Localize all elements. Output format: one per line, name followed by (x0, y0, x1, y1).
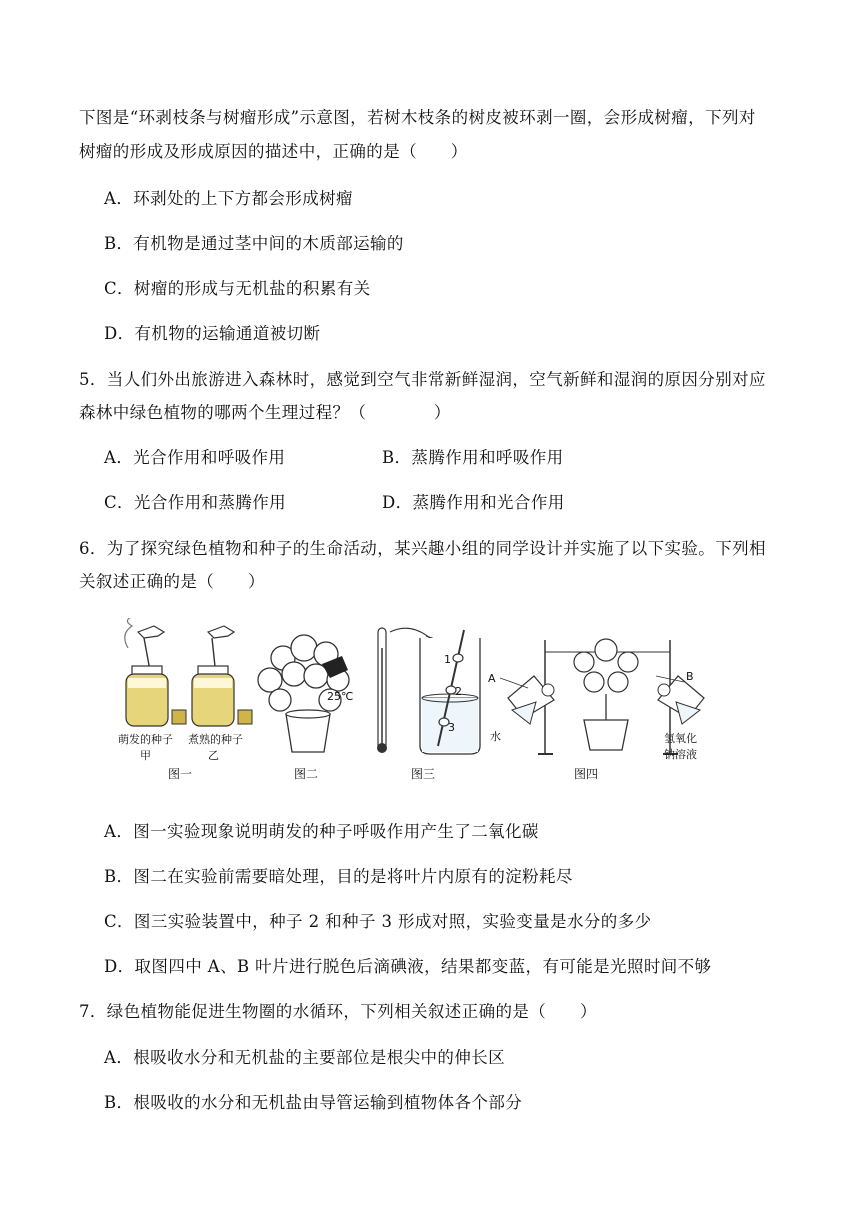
q7-option-b: B．根吸收的水分和无机盐由导管运输到植物体各个部分 (104, 1093, 523, 1112)
q5-option-d: D．蒸腾作用和光合作用 (382, 493, 565, 512)
q5-option-b: B．蒸腾作用和呼吸作用 (382, 448, 564, 467)
q4-stem-line1: 下图是“环剥枝条与树瘤形成”示意图，若树木枝条的树皮被环剥一圈，会形成树瘤，下列对 (79, 108, 756, 127)
q6-option-d: D．取图四中 A、B 叶片进行脱色后滴碘液，结果都变蓝，有可能是光照时间不够 (104, 957, 712, 976)
q4-option-a: A．环剥处的上下方都会形成树瘤 (104, 189, 353, 208)
figure4-label-a: A (488, 672, 496, 685)
q7-option-a: A．根吸收水分和无机盐的主要部位是根尖中的伸长区 (104, 1048, 506, 1067)
q5-stem-line1: 5．当人们外出旅游进入森林时，感觉到空气非常新鲜湿润，空气新鲜和湿润的原因分别对应 (79, 370, 766, 389)
q4-option-c: C．树瘤的形成与无机盐的积累有关 (104, 279, 371, 298)
figure4-label-water: 水 (490, 730, 501, 743)
figure3-temperature: 25℃ (327, 690, 354, 703)
figure1-sub-right: 乙 (208, 749, 219, 762)
figure1-label-right: 煮熟的种子 (188, 733, 243, 746)
figure3-seed-2: 2 (455, 685, 462, 698)
figure1-label-left: 萌发的种子 (118, 733, 173, 746)
figure1-title: 图一 (168, 767, 193, 781)
q5-option-a: A．光合作用和呼吸作用 (104, 448, 286, 467)
q6-option-b: B．图二在实验前需要暗处理，目的是将叶片内原有的淀粉耗尽 (104, 867, 573, 886)
figure2-title: 图二 (294, 767, 319, 781)
q4-option-d: D．有机物的运输通道被切断 (104, 324, 321, 343)
figure3-title: 图三 (411, 767, 436, 781)
figure1-seed-jars (125, 618, 252, 726)
experiment-figure (108, 618, 708, 790)
q5-stem-line2: 森林中绿色植物的哪两个生理过程？（ ） (79, 403, 451, 422)
figure3-seed-3: 3 (448, 721, 455, 734)
q6-stem-line1: 6．为了探究绿色植物和种子的生命活动，某兴趣小组的同学设计并实施了以下实验。下列相 (79, 539, 766, 558)
q4-option-b: B．有机物是通过茎中间的木质部运输的 (104, 234, 404, 253)
figure4-label-naoh-1: 氢氧化 (664, 732, 697, 745)
figure4-label-b: B (686, 670, 694, 683)
figure3-beaker-setup (377, 628, 480, 754)
figure3-seed-1: 1 (444, 653, 451, 666)
q5-option-c: C．光合作用和蒸腾作用 (104, 493, 287, 512)
q7-stem-line1: 7．绿色植物能促进生物圈的水循环，下列相关叙述正确的是（ ） (79, 1002, 597, 1021)
q6-stem-line2: 关叙述正确的是（ ） (79, 572, 265, 591)
q6-option-c: C．图三实验装置中，种子 2 和种子 3 形成对照，实验变量是水分的多少 (104, 912, 652, 931)
q4-stem-line2: 树瘤的形成及形成原因的描述中，正确的是（ ） (79, 142, 468, 161)
figure4-title: 图四 (574, 767, 599, 781)
figure1-sub-left: 甲 (140, 749, 151, 762)
q6-option-a: A．图一实验现象说明萌发的种子呼吸作用产生了二氧化碳 (104, 822, 539, 841)
figure4-label-naoh-2: 钠溶液 (664, 748, 697, 761)
